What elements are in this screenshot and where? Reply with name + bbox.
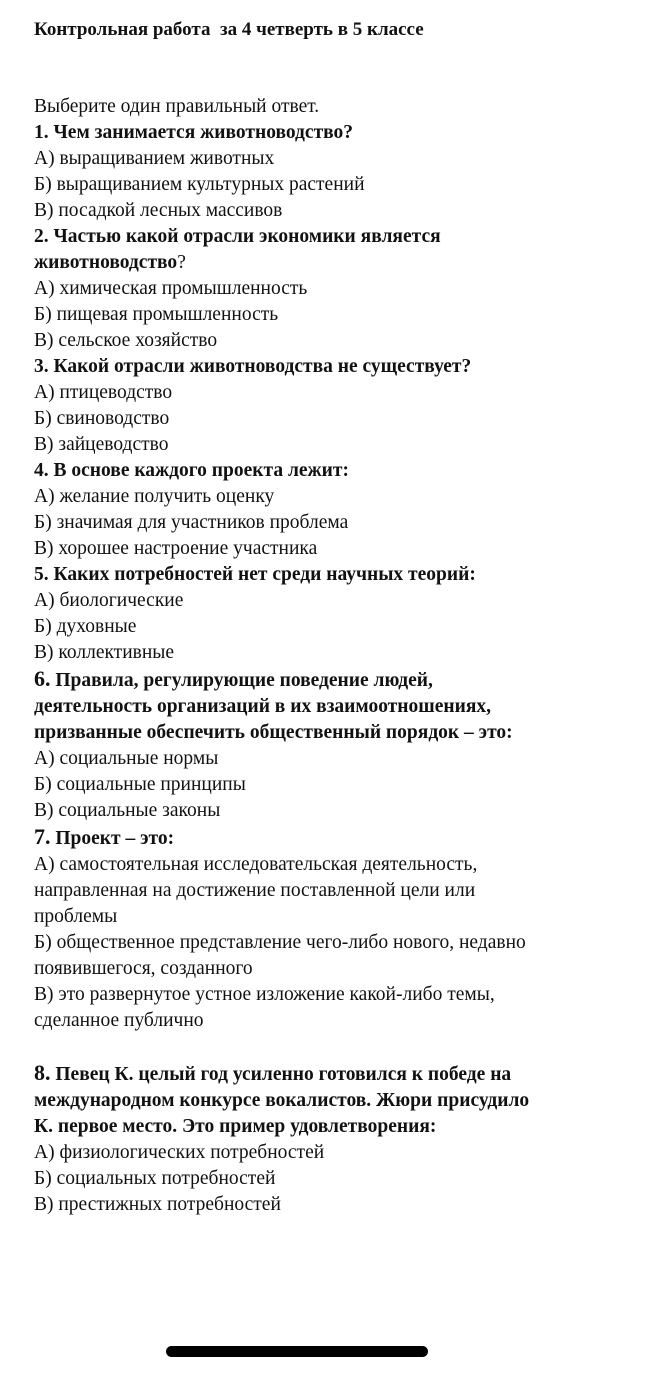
q4-option-a: А) желание получить оценку (34, 486, 275, 507)
question-6-line-1 (34, 666, 654, 694)
q7-option-c-line-1: В) это развернутое устное изложение какой-либо темы, (34, 984, 495, 1005)
home-indicator[interactable] (166, 1346, 428, 1357)
q8-option-c: В) престижных потребностей (34, 1194, 281, 1215)
question-2-word: животноводство (34, 252, 178, 273)
q4-option-b: Б) значимая для участников проблема (34, 512, 349, 533)
question-2-line-1: 2. Частью какой отрасли экономики является (34, 226, 441, 247)
question-3: 3. Какой отрасли животноводства не существует? (34, 356, 472, 377)
q5-option-a: А) биологические (34, 590, 184, 611)
question-7 (34, 824, 654, 852)
q1-option-a: А) выращиванием животных (34, 148, 275, 169)
q3-option-b: Б) свиноводство (34, 408, 170, 429)
q5-option-c: В) коллективные (34, 642, 175, 663)
spacer (34, 1034, 654, 1060)
q7-option-a-line-2: направленная на достижение поставленной цели или (34, 880, 476, 901)
question-7-number: 7. (34, 824, 51, 849)
q8-option-b: Б) социальных потребностей (34, 1168, 276, 1189)
q1-option-b: Б) выращиванием культурных растений (34, 174, 365, 195)
document-title: Контрольная работа за 4 четверть в 5 классе (34, 19, 424, 40)
question-2-mark: ? (177, 252, 186, 273)
question-6-line-2: деятельность организаций в их взаимоотношениях, (34, 696, 492, 717)
question-5: 5. Каких потребностей нет среди научных теорий: (34, 564, 476, 585)
q2-option-a: А) химическая промышленность (34, 278, 308, 299)
q7-option-a-line-3: проблемы (34, 906, 118, 927)
question-7-text: Проект – это: (50, 828, 175, 849)
q7-option-a-line-1: А) самостоятельная исследовательская деятельность, (34, 854, 478, 875)
question-6-line-3: призванные обеспечить общественный порядок – это: (34, 722, 513, 743)
question-8-line-2: международном конкурсе вокалистов. Жюри присудило (34, 1090, 530, 1111)
question-4: 4. В основе каждого проекта лежит: (34, 460, 349, 481)
q2-option-b: Б) пищевая промышленность (34, 304, 279, 325)
q6-option-a: А) социальные нормы (34, 748, 219, 769)
question-2-line-2 (34, 250, 654, 276)
q5-option-b: Б) духовные (34, 616, 137, 637)
q6-option-b: Б) социальные принципы (34, 774, 246, 795)
q8-option-a: А) физиологических потребностей (34, 1142, 325, 1163)
question-6-text: Правила, регулирующие поведение людей, (50, 670, 433, 691)
instruction: Выберите один правильный ответ. (34, 96, 320, 117)
q7-option-c-line-2: сделанное публично (34, 1010, 204, 1031)
q3-option-a: А) птицеводство (34, 382, 173, 403)
test-content (34, 94, 654, 1218)
q7-option-b-line-2: появившегося, созданного (34, 958, 253, 979)
question-6-number: 6. (34, 666, 51, 691)
q2-option-c: В) сельское хозяйство (34, 330, 218, 351)
question-8-line-1 (34, 1060, 654, 1088)
question-8-line-3: К. первое место. Это пример удовлетворения: (34, 1116, 437, 1137)
q1-option-c: В) посадкой лесных массивов (34, 200, 283, 221)
q6-option-c: В) социальные законы (34, 800, 221, 821)
q3-option-c: В) зайцеводство (34, 434, 169, 455)
q7-option-b-line-1: Б) общественное представление чего-либо нового, недавно (34, 932, 526, 953)
q4-option-c: В) хорошее настроение участника (34, 538, 318, 559)
question-1: 1. Чем занимается животноводство? (34, 122, 354, 143)
question-8-text: Певец К. целый год усиленно готовился к победе на (50, 1064, 512, 1085)
question-8-number: 8. (34, 1060, 51, 1085)
